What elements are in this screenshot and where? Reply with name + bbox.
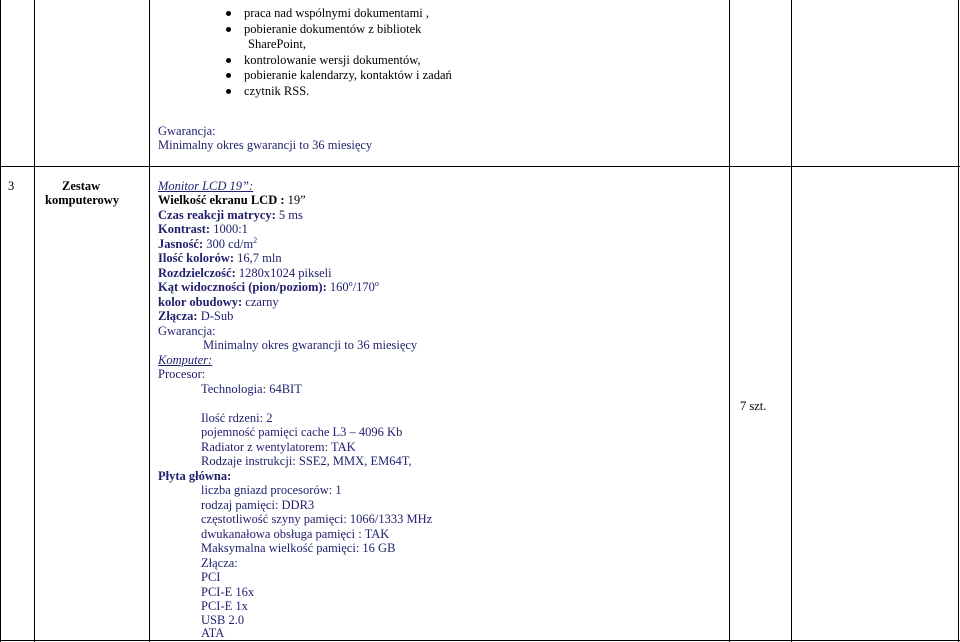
board-spec-line: ATA: [201, 626, 225, 640]
list-item: praca nad wspólnymi dokumentami ,: [226, 6, 452, 22]
monitor-warranty-label: Gwarancja:: [158, 324, 216, 338]
board-spec-line: PCI-E 16x: [201, 585, 255, 599]
spec-brightness: Jasność: 300 $cd/m^2$: [158, 236, 258, 251]
cpu-spec-line: Technologia: 64BIT: [201, 382, 302, 396]
board-spec-line: USB 2.0: [201, 613, 245, 627]
monitor-warranty-text: Minimalny okres gwarancji to 36 miesięcy: [203, 338, 418, 352]
top-warranty-text: Minimalny okres gwarancji to 36 miesięcy: [158, 138, 373, 152]
board-spec-line: liczba gniazd procesorów: 1: [201, 483, 342, 497]
spec-connectors: Złącza: D-Sub: [158, 309, 234, 323]
table-divider-spec: [729, 0, 730, 642]
spec-colors: Ilość kolorów: 16,7 mln: [158, 251, 282, 265]
spec-resolution: Rozdzielczość: 1280x1024 pikseli: [158, 266, 332, 280]
cpu-label: Procesor:: [158, 367, 206, 381]
table-border-left: [0, 0, 1, 642]
bullet-icon: [226, 27, 231, 32]
cpu-spec-line: Radiator z wentylatorem: TAK: [201, 440, 356, 454]
row-separator: [0, 166, 960, 167]
item-name-line2: komputerowy: [45, 193, 120, 207]
bullet-icon: [226, 89, 231, 94]
list-item: kontrolowanie wersji dokumentów,: [226, 53, 452, 69]
list-item: pobieranie dokumentów z bibliotek: [226, 22, 452, 38]
bullet-icon: [226, 73, 231, 78]
spec-screen-size: Wielkość ekranu LCD : 19”: [158, 193, 306, 207]
board-spec-line: dwukanałowa obsługa pamięci : TAK: [201, 527, 390, 541]
board-spec-line: częstotliwość szyny pamięci: 1066/1333 MHz: [201, 512, 433, 526]
board-spec-line: Złącza:: [201, 556, 238, 570]
mainboard-label: Płyta główna:: [158, 469, 232, 483]
item-quantity: 7 szt.: [740, 399, 767, 413]
table-divider-name: [149, 0, 150, 642]
spec-contrast: Kontrast: 1000:1: [158, 222, 248, 236]
cpu-spec-line: Rodzaje instrukcji: SSE2, MMX, EM64T,: [201, 454, 412, 468]
monitor-heading: Monitor LCD 19”:: [158, 179, 254, 193]
computer-heading: Komputer:: [158, 353, 213, 367]
table-border-right: [958, 0, 959, 642]
board-spec-line: PCI-E 1x: [201, 599, 248, 613]
spec-response-time: Czas reakcji matrycy: 5 ms: [158, 208, 303, 222]
board-spec-line: PCI: [201, 570, 221, 584]
list-item: pobieranie kalendarzy, kontaktów i zadań: [226, 68, 452, 84]
item-name-line1: Zestaw: [62, 179, 101, 193]
row-number: 3: [8, 179, 15, 193]
board-spec-line: Maksymalna wielkość pamięci: 16 GB: [201, 541, 396, 555]
table-divider-num: [34, 0, 35, 642]
table-divider-qty: [791, 0, 792, 642]
list-item: czytnik RSS.: [226, 84, 452, 100]
cpu-spec-line: Ilość rdzeni: 2: [201, 411, 273, 425]
table-bottom-border: [0, 640, 960, 641]
feature-list: [226, 6, 452, 100]
bullet-icon: [226, 58, 231, 63]
spec-viewing-angle: Kąt widoczności (pion/poziom): 160$^o$/170$^o$: [158, 279, 379, 294]
spec-casing-color: kolor obudowy: czarny: [158, 295, 279, 309]
list-item-continuation: SharePoint,: [248, 37, 306, 52]
cpu-spec-line: pojemność pamięci cache L3 – 4096 Kb: [201, 425, 403, 439]
board-spec-line: rodzaj pamięci: DDR3: [201, 498, 315, 512]
top-warranty-label: Gwarancja:: [158, 124, 216, 138]
bullet-icon: [226, 11, 231, 16]
